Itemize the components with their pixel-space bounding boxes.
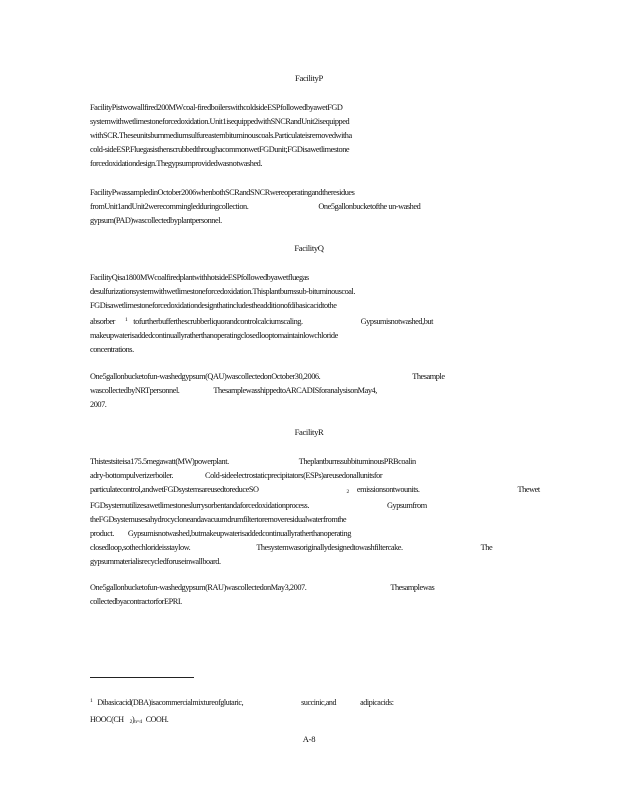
text-segment: adry-bottompulverizerboiler. <box>90 471 174 480</box>
subscript: 2 <box>346 489 349 495</box>
text-line: FacilityPwassampledinOctober2006whenbothSCRandSNCRwereoperatingandtheresidues <box>90 188 355 197</box>
heading-facility-r: FacilityR <box>294 427 324 437</box>
text-segment: closedloop,sothechlorideisstaylow. <box>90 543 191 552</box>
text-segment: Thesample <box>412 372 445 381</box>
footnote-line <box>90 693 510 711</box>
text-segment: particulatecontrol,andwetFGDsystemsareusedtoreduceSO <box>90 485 259 494</box>
text-segment: ThesamplewasshippedtoARCADISforanalysisonMay4, <box>213 386 377 395</box>
text-segment: HOOC(CH <box>90 715 124 724</box>
text-segment: Gypsumisnotwashed,but <box>360 317 433 326</box>
text-segment: FGDsystemutilizesawetlimestoneslurrysorbentandaforcedoxidationprocess. <box>90 501 309 510</box>
text-line: gypsummaterialisrecycledforuseinwallboard. <box>90 557 221 566</box>
facility-q-paragraph-1 <box>90 271 500 357</box>
text-line: FGDisawetlimestoneforcedoxidationdesignthatincludestheadditionofdibasicacidtothe <box>90 301 337 310</box>
text-segment: succinic,and <box>301 698 337 707</box>
footnote-line <box>90 711 510 731</box>
text-line: cold-sideESP.FluegasisthenscrubbedthroughacommonwetFGDunit;FGDisawetlimestone <box>90 145 350 154</box>
text-line <box>90 370 500 384</box>
text-line: FacilityPistwowallfired200MWcoal-firedboilerswithcoldsideESPfollowedbyawetFGD <box>90 103 343 112</box>
text-line <box>90 200 500 214</box>
text-segment: Thesystemwasoriginallydesignedtowashfiltercake. <box>256 543 403 552</box>
footnote-marker: 1 <box>124 317 128 323</box>
text-line: gypsum(PAD)wascollectedbyplantpersonnel. <box>90 216 222 225</box>
text-segment: The <box>480 543 493 552</box>
text-line <box>90 541 500 555</box>
text-line: theFGDsystemusesahydrocycloneandavacuumdrumfiltertoremoveresidualwaterfromthe <box>90 515 347 524</box>
text-line <box>90 469 500 483</box>
footnote <box>90 693 510 731</box>
text-segment: COOH. <box>145 715 169 724</box>
facility-r-paragraph-1 <box>90 455 540 569</box>
text-segment: emissionsontwounits. <box>356 485 420 494</box>
subscript: n=4 <box>134 719 142 725</box>
heading-facility-q: FacilityQ <box>294 243 324 253</box>
text-segment: absorber <box>90 317 115 326</box>
text-line: FacilityQisa1800MWcoalfiredplantwithhotsideESPfollowedbyawetfluegas <box>90 273 309 282</box>
text-segment: Cold-sideelectrostaticprecipitators(ESPs)areusedonallunitsfor <box>205 471 383 480</box>
text-segment: Dibasicacid(DBA)isacommercialmixtureofglutaric, <box>97 698 244 707</box>
page-number: A-8 <box>302 734 316 744</box>
text-line <box>90 483 540 499</box>
footnote-divider <box>90 677 194 678</box>
text-segment: Gypsumfrom <box>386 501 427 510</box>
text-segment: Thewet <box>517 485 540 494</box>
facility-p-paragraph-1 <box>90 101 500 171</box>
text-segment: Thistestsiteisa175.5megawatt(MW)powerplant. <box>90 457 229 466</box>
text-segment: fromUnit1andUnit2werecommingledduringcollection. <box>90 202 249 211</box>
text-segment: TheplantburnssubbituminousPRBcoalin <box>298 457 416 466</box>
text-line <box>90 581 500 595</box>
subscript: 2 <box>129 719 133 725</box>
text-line: 2007. <box>90 400 107 409</box>
text-segment: One5gallonbucketofun-washedgypsum(RAU)wascollectedonMay3,2007. <box>90 583 307 592</box>
text-line: desulfurizationsystemwithwetlimestoneforcedoxidation.Thisplantburnssub-bituminouscoal. <box>90 287 356 296</box>
text-segment: One5gallonbucketofun-washedgypsum(QAU)wascollectedonOctober30,2006. <box>90 372 321 381</box>
text-line: makeupwaterisaddedcontinuallyratherthanoperatingclosedlooptomaintainlowchloride <box>90 331 338 340</box>
text-segment: One5gallonbucketofthe un-washed <box>318 202 421 211</box>
text-line <box>90 499 500 513</box>
text-segment: Gypsumisnotwashed,butmakeupwaterisaddedcontinuallyratherthanoperating <box>127 529 351 538</box>
text-line <box>90 455 500 469</box>
text-line <box>90 384 500 398</box>
facility-p-paragraph-2 <box>90 186 500 228</box>
heading-facility-p: FacilityP <box>295 73 323 83</box>
text-segment: adipicacids: <box>360 698 394 707</box>
text-line: systemwithwetlimestoneforcedoxidation.Unit1isequippedwithSNCRandUnit2isequipped <box>90 117 350 126</box>
text-line: collectedbyacontractorforEPRI. <box>90 597 182 606</box>
text-segment: tofurtherbufferthescrubberliquorandcontrolcalciumscaling. <box>133 317 303 326</box>
text-segment: Thesamplewas <box>390 583 435 592</box>
text-line: concentrations. <box>90 345 134 354</box>
facility-q-paragraph-2 <box>90 370 500 412</box>
text-line <box>90 313 500 329</box>
facility-r-paragraph-2 <box>90 581 500 609</box>
text-line <box>90 527 500 541</box>
text-line: forcedoxidationdesign.Thegypsumprovidedwasnotwashed. <box>90 159 262 168</box>
footnote-marker: 1 <box>90 698 93 704</box>
text-segment: product. <box>90 529 114 538</box>
text-segment: wascollectedbyNRTpersonnel. <box>90 386 180 395</box>
text-segment: ) <box>132 715 135 724</box>
text-line: withSCR.Theseunitsburnmediumsulfureasternbituminouscoals.Particulateisremovedwitha <box>90 131 352 140</box>
